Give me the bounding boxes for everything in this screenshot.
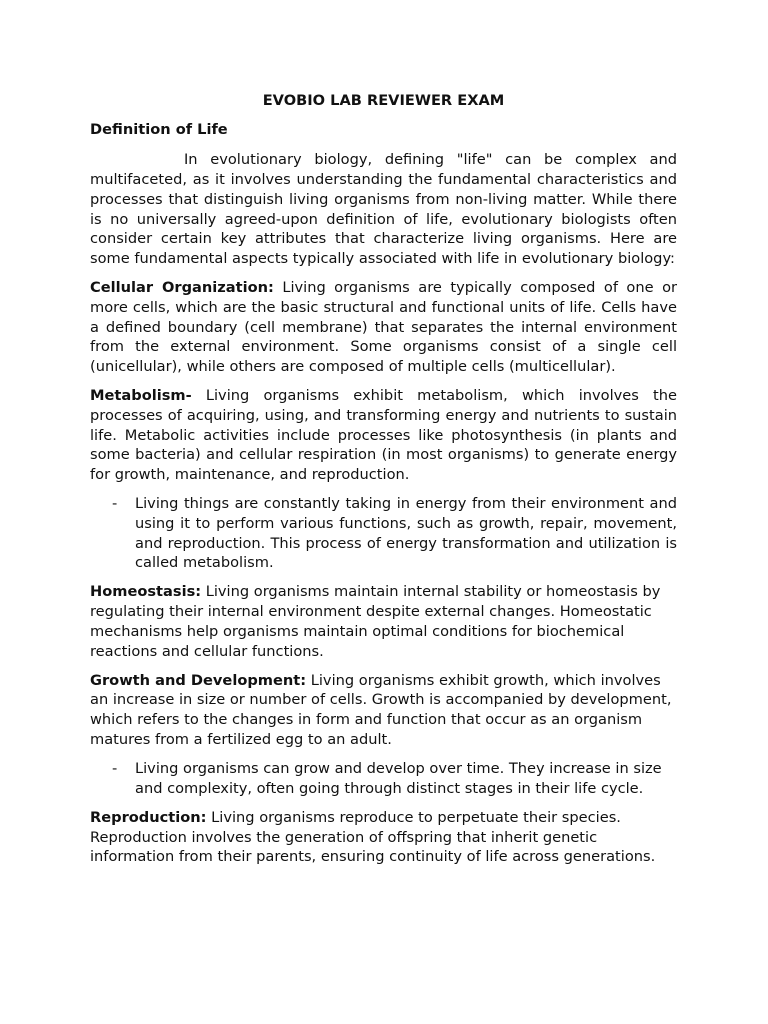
cellular-organization-text: Living organisms are typically composed of one or more cells, which are the basic structural and functional units of life. Cells have a defined boundary (cell membrane) that separates the internal environment from the external environment. Some organisms consist of a single cell (unicellular), while others are composed of multiple cells (multicellular). xyxy=(90,279,677,375)
reproduction-term: Reproduction: xyxy=(90,809,207,826)
metabolism-bullet xyxy=(90,494,677,573)
reproduction-paragraph xyxy=(90,808,677,867)
metabolism-text: Living organisms exhibit metabolism, which involves the processes of acquiring, using, and transforming energy and nutrients to sustain life. Metabolic activities include processes like photosynthesis (in plants and some bacteria) and cellular respiration (in most organisms) to generate energy for growth, maintenance, and reproduction. xyxy=(90,387,677,483)
cellular-organization-paragraph xyxy=(90,278,677,377)
growth-bullet-text: Living organisms can grow and develop over time. They increase in size and complexity, often going through distinct stages in their life cycle. xyxy=(135,760,662,797)
bullet-marker: - xyxy=(112,760,118,778)
metabolism-paragraph xyxy=(90,386,677,485)
growth-bullet xyxy=(90,759,677,798)
document-page xyxy=(90,91,677,877)
growth-development-term: Growth and Development: xyxy=(90,671,307,689)
metabolism-bullet-text: Living things are constantly taking in energy from their environment and using it to perform various functions, such as growth, repair, movement, and reproduction. This process of energy transformation and utilization is called metabolism. xyxy=(135,495,677,572)
growth-development-paragraph xyxy=(90,671,677,750)
reproduction-text: Living organisms reproduce to perpetuate their species. Reproduction involves the generation of offspring that inherit genetic information from their parents, ensuring continuity of life across generations. xyxy=(90,809,656,866)
section-heading: Definition of Life xyxy=(90,120,228,138)
growth-development-text: Living organisms exhibit growth, which involves an increase in size or number of cells. Growth is accompanied by development, which refers to the changes in form and function that occur as an organism matures from a fertilized egg to an adult. xyxy=(90,671,672,748)
metabolism-term: Metabolism- xyxy=(90,387,192,405)
homeostasis-term: Homeostasis: xyxy=(90,583,202,601)
homeostasis-paragraph xyxy=(90,582,677,661)
cellular-organization-term: Cellular Organization: xyxy=(90,279,274,297)
intro-paragraph: In evolutionary biology, defining "life" can be complex and multifaceted, as it involves understanding the fundamental characteristics and processes that distinguish living organisms from non-living matter. While there is no universally agreed-upon definition of life, evolutionary biologists often consider certain key attributes that characterize living organisms. Here are some fundamental aspects typically associated with life in evolutionary biology: xyxy=(90,151,677,267)
document-title: EVOBIO LAB REVIEWER EXAM xyxy=(262,92,505,109)
homeostasis-text: Living organisms maintain internal stability or homeostasis by regulating their internal environment despite external changes. Homeostatic mechanisms help organisms maintain optimal conditions for biochemical reactions and cellular functions. xyxy=(90,583,661,660)
bullet-marker: - xyxy=(112,495,118,513)
